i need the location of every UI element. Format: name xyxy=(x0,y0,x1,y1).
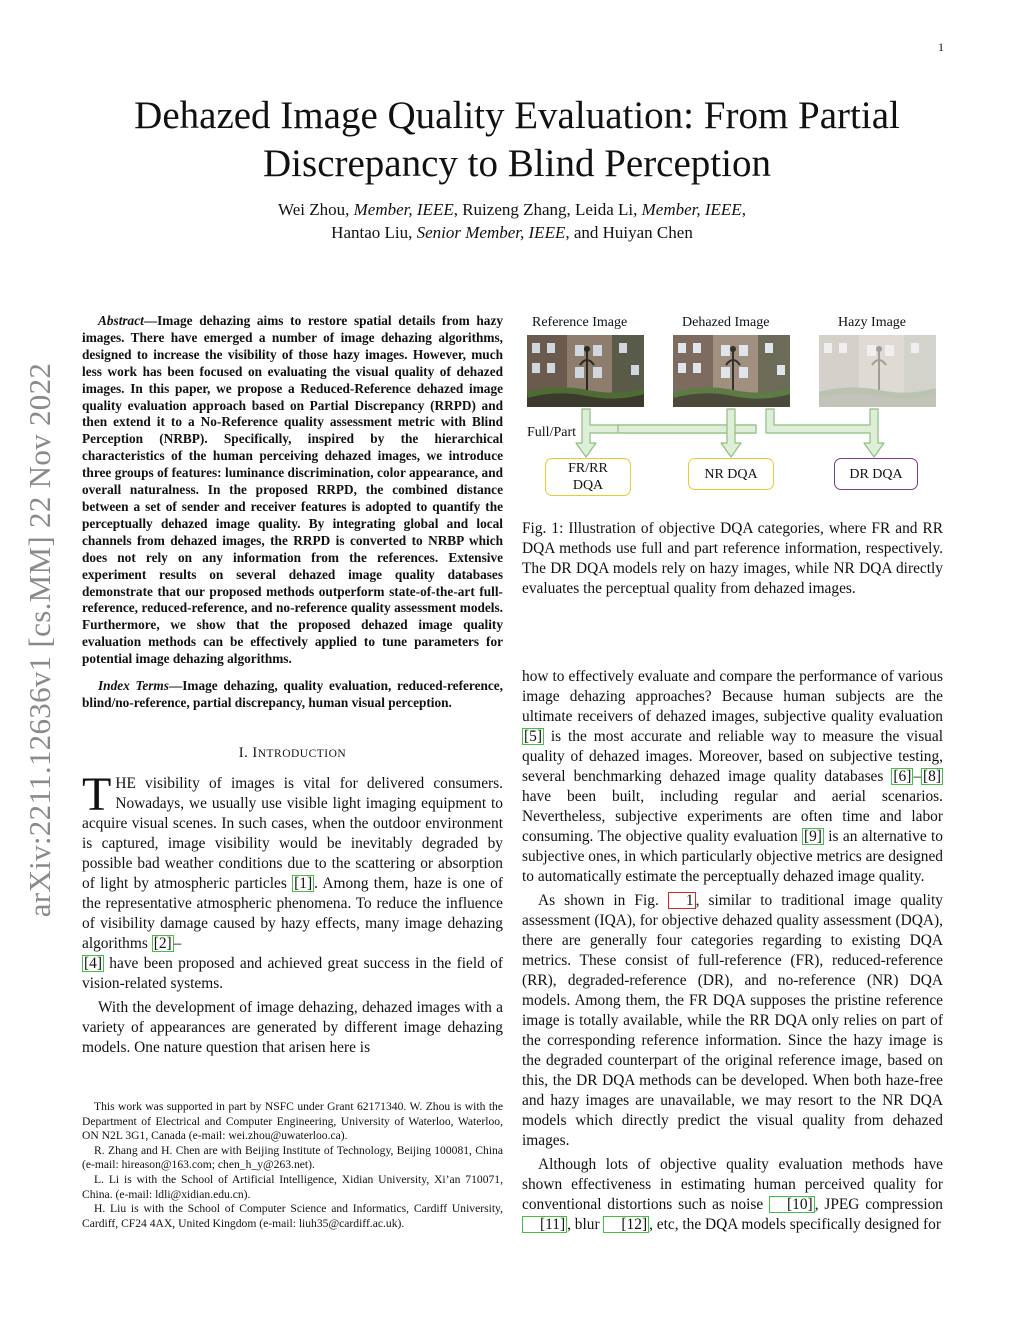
right-p2-text-a: As shown in Fig. xyxy=(538,892,668,909)
index-terms-label: Index Terms xyxy=(98,678,169,694)
abstract-label: Abstract xyxy=(98,313,144,328)
author-4-role: Senior Member, IEEE xyxy=(416,223,566,242)
frrr-label-line-2: DQA xyxy=(572,478,604,493)
label-full-part: Full/Part xyxy=(527,425,577,440)
reference-image-thumbnail xyxy=(527,335,644,407)
right-column-body xyxy=(522,667,943,1235)
figure-1 xyxy=(522,313,943,503)
author-3-role: Member, IEEE xyxy=(641,200,742,219)
right-column-figure xyxy=(522,313,943,599)
figure-reference-link[interactable]: 1 xyxy=(668,892,696,909)
arrow-dehazed-to-dr xyxy=(766,409,884,457)
footnote-funding: This work was supported in part by NSFC under Grant 62171340. W. Zhou is with the Department of Electrical and Computer Engineering, University of Waterloo, Waterloo, ON N2L 3G1, Canada (e-mail: wei.zhou@uwaterloo.ca). xyxy=(82,1100,503,1143)
right-p1-text-c: have been built, including regular and aerial scenarios. Nevertheless, subjective experiments are often time and labor consuming. The objective quality evaluation xyxy=(522,788,943,845)
right-p1-text-d: is an alternative to subjective ones, in which particularly objective metrics are designed to automatically estimate the perceptually dehazed image quality. xyxy=(522,828,943,885)
intro-paragraph-2: With the development of image dehazing, dehazed images with a variety of appearances are generated by different image dehazing models. One nature question that arisen here is xyxy=(82,998,503,1056)
page-number: 1 xyxy=(938,40,944,54)
figure-1-caption: Fig. 1: Illustration of objective DQA categories, where FR and RR DQA methods use full and part reference information, respectively. The DR DQA models rely on hazy images, while NR DQA directly evaluates the perceptual quality from dehazed images. xyxy=(522,520,943,597)
title-line-2: Discrepancy to Blind Perception xyxy=(263,142,771,185)
index-terms xyxy=(82,678,503,712)
label-hazy-image: Hazy Image xyxy=(838,315,907,330)
arrow-dehazed-to-frrr xyxy=(618,425,756,433)
intro-p1-text-c: have been proposed and achieved great success in the field of vision-related systems. xyxy=(82,954,503,992)
right-paragraph-3 xyxy=(522,1155,943,1235)
intro-p1-dash: – xyxy=(173,934,182,952)
author-1: Wei Zhou, xyxy=(278,200,354,219)
citation-link[interactable]: [10] xyxy=(769,1196,815,1213)
footnotes xyxy=(82,1100,503,1231)
abstract-text: —Image dehazing aims to restore spatial details from hazy images. There have emerged a number of image dehazing algorithms, designed to increase the visibility of those hazy images. However, much less work has been focused on evaluating the visual quality of dehazed images. In this paper, we propose a Reduced-Reference dehazed image quality evaluation approach based on Partial Discrepancy (RRPD) and then extend it to a No-Reference quality assessment metric with Blind Perception (NRBP). Specifically, inspired by the hierarchical characteristics of the human perceiving dehazed images, we introduce three groups of features: luminance discrimination, color appearance, and overall naturalness. In the proposed RRPD, the combined distance between a set of sender and receiver features is adopted to quantify the perceptually dehazed image quality. By integrating global and local channels from dehazed images, the RRPD is converted to NRBP which does not rely on any information from the references. Extensive experiment results on several dehazed image quality databases demonstrate that our proposed methods outperform state-of-the-art full-reference, reduced-reference, and no-reference quality assessment models. Furthermore, we show that the proposed dehazed image quality evaluation methods can be effectively applied to tune parameters for potential image dehazing algorithms. xyxy=(82,313,503,667)
footnote-affiliation-liu: H. Liu is with the School of Computer Science and Informatics, Cardiff University, Cardiff, CF24 4AX, United Kingdom (e-mail: liuh35@cardiff.ac.uk). xyxy=(82,1202,503,1230)
section-numeral: I. xyxy=(238,744,253,761)
footnote-affiliation-zhang-chen: R. Zhang and H. Chen are with Beijing Institute of Technology, Beijing 100081, China (e-mail: hireason@163.com; chen_h_y@263.net). xyxy=(82,1143,503,1172)
author-5: , and Huiyan Chen xyxy=(565,223,693,242)
arxiv-identifier xyxy=(10,330,70,950)
dehazed-image-graphic xyxy=(673,335,790,407)
intro-p1-text-b: . Among them, haze is one of the representative atmospheric phenomena. To reduce the influence of visibility damage caused by hazy effects, many image dehazing algorithms xyxy=(82,874,503,952)
author-1-role: Member, IEEE xyxy=(353,200,454,219)
citation-link[interactable]: [6] xyxy=(893,768,912,785)
dehazed-image-thumbnail xyxy=(673,335,790,407)
label-dehazed-image: Dehazed Image xyxy=(682,315,770,330)
hazy-image-thumbnail xyxy=(819,335,936,407)
right-paragraph-1 xyxy=(522,667,943,887)
abstract xyxy=(82,313,503,668)
section-heading-introduction xyxy=(82,745,503,762)
citation-link[interactable]: [8] xyxy=(923,768,941,785)
author-4: Hantao Liu, xyxy=(331,223,417,242)
right-p3-text-d: , etc, the DQA models specifically designed for xyxy=(649,1216,941,1233)
left-column xyxy=(82,313,503,1058)
right-p3-text-a: Although lots of objective quality evaluation methods have shown effectiveness in estimating human perceived quality for conventional distortions such as noise xyxy=(522,1156,943,1213)
nr-label: NR DQA xyxy=(704,466,758,482)
arxiv-identifier-text: arXiv:2211.12636v1 [cs.MM] 22 Nov 2022 xyxy=(22,362,57,918)
arrow-dehazed-to-nr xyxy=(721,409,741,457)
author-list xyxy=(80,198,944,244)
right-p3-text-c: , blur xyxy=(567,1216,604,1233)
reference-image-graphic xyxy=(527,335,644,407)
section-initial: I xyxy=(252,744,258,761)
citation-link[interactable]: [5] xyxy=(524,728,542,745)
hazy-image-graphic xyxy=(819,335,936,407)
citation-link[interactable]: [2] xyxy=(153,934,172,952)
frrr-label-line-1: FR/RR xyxy=(568,461,608,476)
right-paragraph-2 xyxy=(522,891,943,1151)
footnote-affiliation-li: L. Li is with the School of Artificial Intelligence, Xidian University, Xi’an 710071, China. (e-mail: ldli@xidian.edu.cn). xyxy=(82,1172,503,1201)
citation-link[interactable]: [9] xyxy=(803,828,822,845)
citation-link[interactable]: [11] xyxy=(522,1216,567,1233)
intro-paragraph-1 xyxy=(82,767,503,994)
paper-title xyxy=(60,92,974,188)
arrow-reference-to-frrr xyxy=(576,409,756,457)
intro-p1-text-a: HE visibility of images is vital for delivered consumers. Nowadays, we usually use visible light imaging equipment to acquire visual scenes. In such cases, when the outdoor environment is captured, image visibility would be inevitably degraded by possible bad weather conditions due to the scattering or absorption of light by atmospheric particles xyxy=(82,774,503,892)
dr-label: DR DQA xyxy=(849,466,903,482)
right-p1-dash: – xyxy=(913,768,922,785)
title-line-1: Dehazed Image Quality Evaluation: From Partial xyxy=(134,94,900,137)
citation-link[interactable]: [12] xyxy=(603,1216,649,1233)
citation-link[interactable]: [4] xyxy=(84,954,102,972)
section-title-rest: NTRODUCTION xyxy=(257,747,347,760)
frrr-dqa-box xyxy=(545,458,631,496)
dr-dqa-box xyxy=(834,458,918,490)
nr-dqa-box xyxy=(688,458,774,490)
right-p1-text-a: how to effectively evaluate and compare the performance of various image dehazing approaches? Because human subjects are the ultimate receivers of dehazed images, subjective quality evaluation xyxy=(522,668,943,725)
right-p1-text-b: is the most accurate and reliable way to measure the visual quality of dehazed images. Moreover, based on subjective testing, several benchmarking dehazed image quality databases xyxy=(522,728,943,785)
citation-link[interactable]: [1] xyxy=(294,874,313,892)
label-reference-image: Reference Image xyxy=(532,315,628,330)
right-p3-text-b: , JPEG compression xyxy=(814,1196,944,1213)
right-p2-text-b: , similar to traditional image quality assessment (IQA), for objective dehazed quality assessment (DQA), there are generally four categories regarding to existing DQA metrics. These consist of full-reference (FR), reduced-reference (RR), degraded-reference (DR), and no-reference (NR) DQA models. Among them, the FR DQA supposes the pristine reference image is totally available, while the RR DQA only relies on part of the corresponding reference information. Since the hazy image is the degraded counterpart of the original reference image, based on this, the DR DQA methods can be developed. When both haze-free and hazy images are unavailable, we may resort to the NR DQA models which directly predict the visual quality from dehazed images. xyxy=(522,892,943,1149)
index-terms-text: —Image dehazing, quality evaluation, reduced-reference, blind/no-reference, partial discrepancy, human visual perception. xyxy=(82,678,504,710)
drop-cap: T xyxy=(82,767,112,821)
authors-2-3: , Ruizeng Zhang, Leida Li, xyxy=(453,200,642,219)
author-sep: , xyxy=(741,200,746,219)
